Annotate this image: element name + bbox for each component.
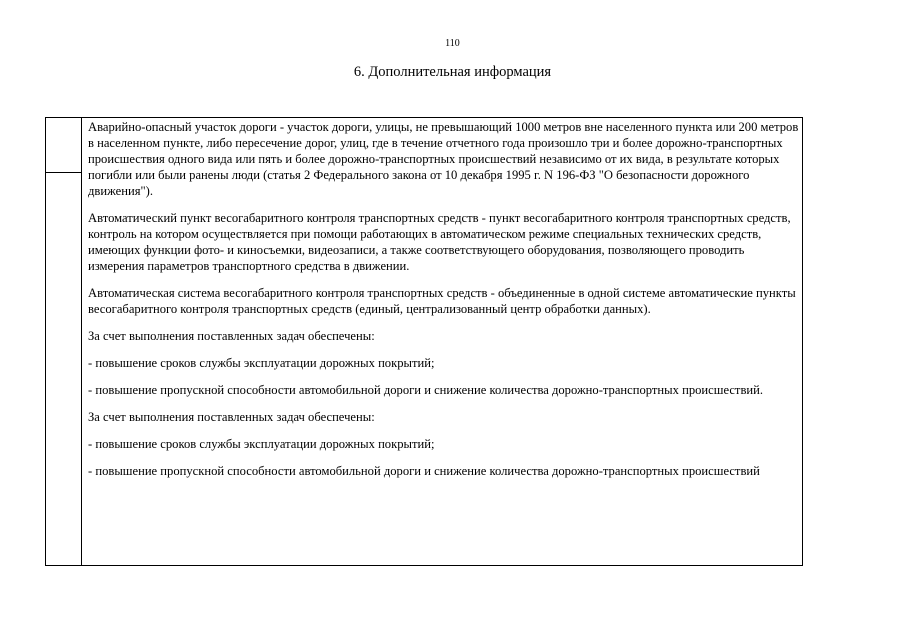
table-content-cell — [88, 119, 800, 490]
paragraph-definition-auto-weight-system: Автоматическая система весогабаритного контроля транспортных средств - объединенные в одной системе автоматические пункты весогабаритного контроля транспортных средств (единый, централизованный центр обработки данных). — [88, 286, 796, 316]
paragraph-result-capacity: - повышение пропускной способности автомобильной дороги и снижение количества дорожно-транспортных происшествий. — [88, 383, 764, 397]
section-title: 6. Дополнительная информация — [353, 64, 552, 80]
paragraph-results-intro: За счет выполнения поставленных задач обеспечены: — [88, 329, 375, 343]
left-column-divider — [81, 118, 82, 565]
page-number: 110 — [445, 38, 460, 49]
paragraph-results-intro-repeat: За счет выполнения поставленных задач обеспечены: — [88, 410, 375, 424]
paragraph-definition-auto-weight-point: Автоматический пункт весогабаритного контроля транспортных средств - пункт весогабаритного контроля транспортных средств, контроль на котором осуществляется при помощи работающих в автоматическом режиме специальных технических средств, имеющих функции фото- и киносъемки, видеозаписи, а также соответствующего оборудования, позволяющего проводить измерения параметров транспортного средства в движении. — [88, 211, 791, 273]
paragraph-definition-dangerous-section: Аварийно-опасный участок дороги - участок дороги, улицы, не превышающий 1000 метров вне населенного пункта или 200 метров в населенном пункте, либо пересечение дорог, улиц, где в течение отчетного года произошло три и более дорожно-транспортных происшествия одного вида или пять и более дорожно-транспортных происшествий независимо от их вида, в результате которых погибли или были ранены люди (статья 2 Федерального закона от 10 декабря 1995 г. N 196-ФЗ "О безопасности дорожного движения"). — [88, 120, 799, 198]
left-column-row-separator — [46, 172, 82, 173]
paragraph-result-service-life: - повышение сроков службы эксплуатации дорожных покрытий; — [88, 356, 435, 370]
info-table — [45, 117, 803, 566]
paragraph-result-service-life-repeat: - повышение сроков службы эксплуатации дорожных покрытий; — [88, 437, 435, 451]
paragraph-result-capacity-repeat: - повышение пропускной способности автомобильной дороги и снижение количества дорожно-транспортных происшествий — [88, 464, 760, 478]
